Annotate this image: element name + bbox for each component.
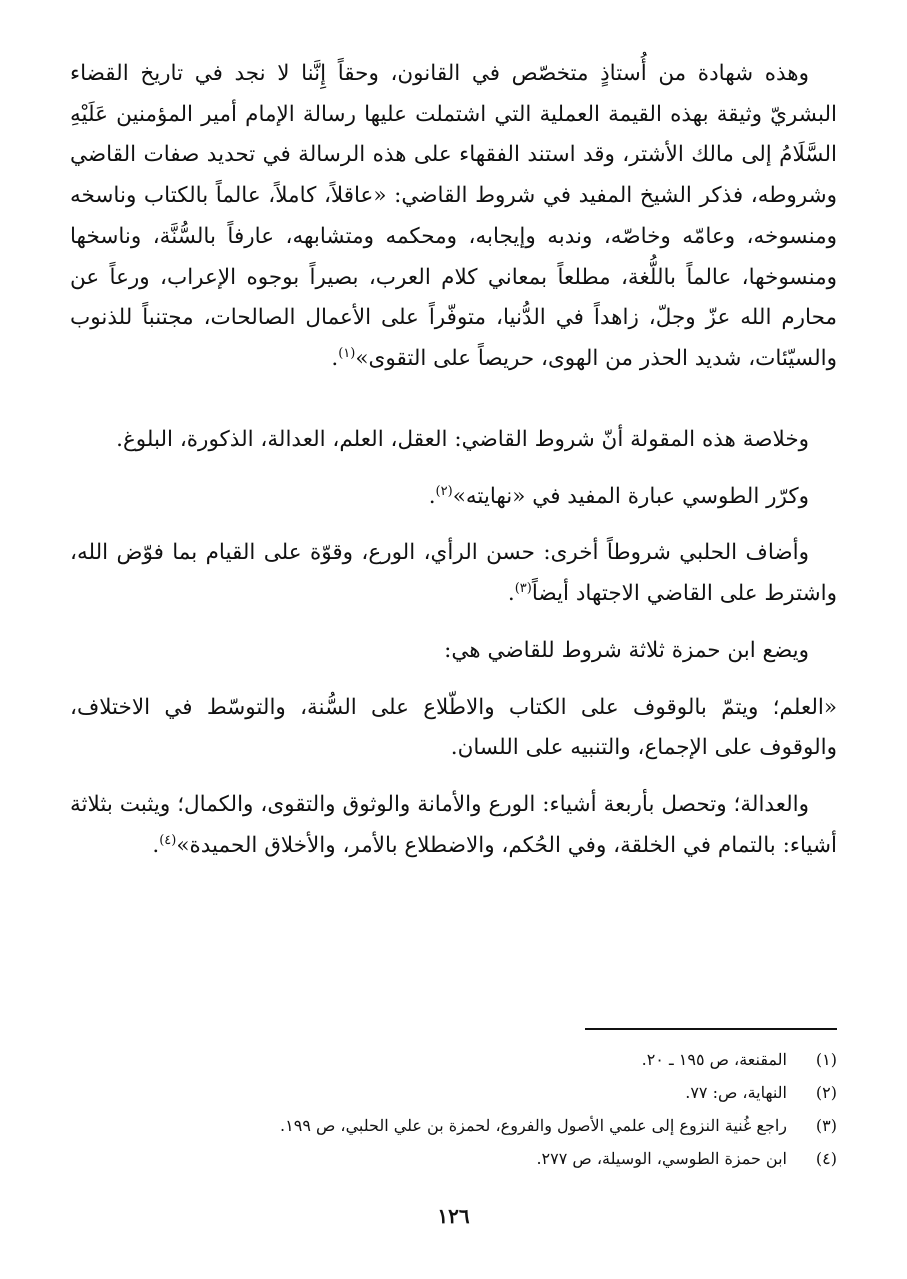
paragraph-intro-text: وهذه شهادة من أُستاذٍ متخصّص في القانون، وحقاً إِنَّنا لا نجد في تاريخ القضاء البشريّ وثيقة بهذه القيمة العملية التي اشتملت عليها رسالة الإمام أمير المؤمنين عَلَيْهِ السَّلَامُ إلى مالك الأشتر، وقد استند الفقهاء على هذه الرسالة في تحديد صفات القاضي وشروطه، فذكر الشيخ المفيد في شروط القاضي: «عاقلاً، كاملاً، عالماً بالكتاب وناسخه ومنسوخه، وعامّه وخاصّه، وندبه وإيجابه، ومحكمه ومتشابهه، عارفاً بالسُّنَّة، وناسخها ومنسوخها، عالماً باللُّغة، مطلعاً بمعاني كلام العرب، بصيراً بوجوه الإعراب، ورعاً عن محارم الله عزّ وجلّ، زاهداً في الدُّنيا، متوفّراً على الأعمال الصالحات، مجتنباً للذنوب والسيّئات، شديد الحذر من الهوى، حريصاً على التقوى» — [70, 61, 837, 371]
footnote-number: (٤) — [815, 1149, 837, 1168]
paragraph-tusi-end: . — [428, 483, 436, 509]
paragraph-quote-justice-end: . — [152, 832, 160, 858]
paragraph-intro — [70, 54, 837, 404]
footnote-number: (٣) — [815, 1116, 837, 1135]
footnote-item — [70, 1076, 837, 1109]
paragraph-ibn-hamza — [70, 631, 837, 672]
paragraph-intro-end: . — [331, 345, 339, 371]
footnote-number: (١) — [815, 1050, 837, 1069]
paragraph-ibn-hamza-text: ويضع ابن حمزة ثلاثة شروط للقاضي هي: — [444, 637, 809, 663]
footnote-number: (٢) — [815, 1083, 837, 1102]
footnote-ref-2[interactable]: (٢) — [435, 483, 453, 499]
paragraph-tusi-text: وكرّر الطوسي عبارة المفيد في «نهايته» — [452, 483, 809, 509]
paragraph-halabi-text: وأضاف الحلبي شروطاً أخرى: حسن الرأي، الورع، وقوّة على القيام بما فوّض الله، واشترط على القاضي الاجتهاد أيضاً — [70, 540, 837, 607]
paragraph-halabi-end: . — [507, 581, 515, 607]
footnote-item — [70, 1142, 837, 1175]
paragraph-tusi — [70, 477, 837, 518]
footnote-text: ابن حمزة الطوسي، الوسيلة، ص ٢٧٧. — [536, 1149, 787, 1168]
paragraph-quote-knowledge-text: «العلم؛ ويتمّ بالوقوف على الكتاب والاطّلاع على السُّنة، والتوسّط في الاختلاف، والوقوف على الإجماع، والتنبيه على اللسان. — [70, 694, 837, 761]
footnotes-list — [70, 1043, 837, 1175]
footnote-separator — [585, 1028, 837, 1030]
page-number: ١٢٦ — [437, 1204, 470, 1228]
footnote-text: النهاية، ص: ٧٧. — [685, 1083, 787, 1102]
paragraph-quote-justice — [70, 785, 837, 866]
paragraph-quote-knowledge — [70, 688, 837, 769]
document-page — [70, 54, 837, 1279]
paragraph-quote-justice-text: والعدالة؛ وتحصل بأربعة أشياء: الورع والأمانة والوثوق والتقوى، والكمال؛ ويثبت بثلاثة أشياء: بالتمام في الخلقة، وفي الحُكم، والاضطلاع بالأمر، والأخلاق الحميدة» — [70, 791, 837, 858]
footnote-text: راجع غُنية النزوع إلى علمي الأصول والفروع، لحمزة بن علي الحلبي، ص ١٩٩. — [280, 1116, 787, 1135]
paragraph-halabi — [70, 533, 837, 614]
paragraph-summary-text: وخلاصة هذه المقولة أنّ شروط القاضي: العقل، العلم، العدالة، الذكورة، البلوغ. — [116, 427, 809, 452]
footnote-item — [70, 1043, 837, 1076]
footnote-ref-4[interactable]: (٤) — [159, 832, 177, 848]
footnote-text: المقنعة، ص ١٩٥ ـ ٢٠. — [641, 1050, 787, 1069]
footnote-ref-1[interactable]: (١) — [338, 345, 356, 361]
paragraph-summary — [70, 420, 837, 461]
footnote-item — [70, 1109, 837, 1142]
footnote-ref-3[interactable]: (٣) — [514, 580, 532, 596]
